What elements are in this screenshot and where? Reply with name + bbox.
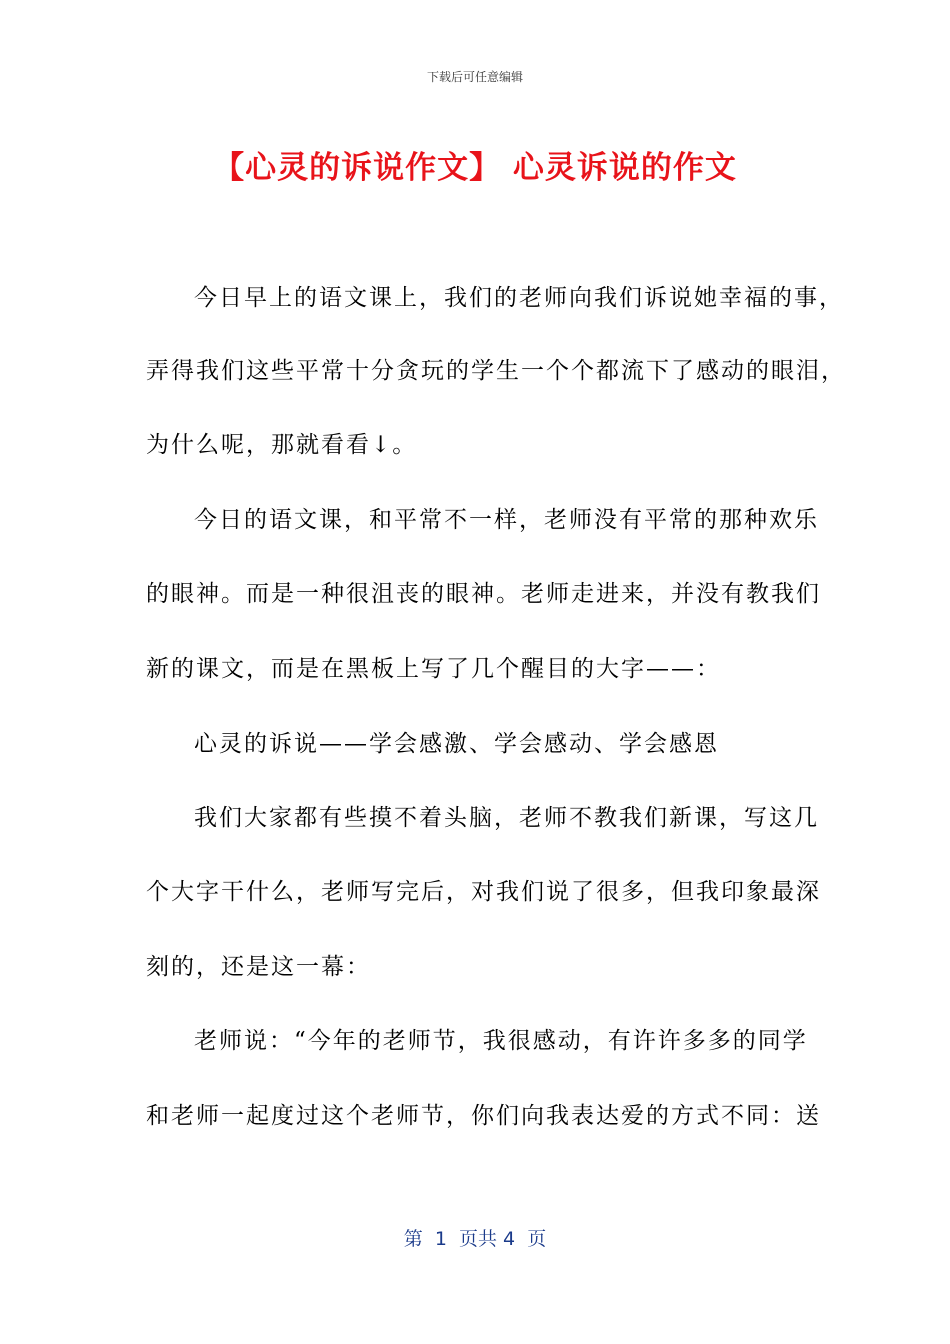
body-line: 弄得我们这些平常十分贪玩的学生一个个都流下了感动的眼泪， xyxy=(146,358,846,384)
body-line: 刻的，还是这一幕： xyxy=(146,954,371,980)
body-line: 新的课文，而是在黑板上写了几个醒目的大字——： xyxy=(146,656,721,682)
page-title: 【心灵的诉说作文】 心灵诉说的作文 xyxy=(213,150,737,186)
body-line: 今日早上的语文课上，我们的老师向我们诉说她幸福的事， xyxy=(194,285,844,311)
body-line: 个大字干什么，老师写完后，对我们说了很多，但我印象最深 xyxy=(146,879,821,905)
page-footer: 第 1 页共 4 页 xyxy=(403,1228,547,1250)
body-line: 为什么呢，那就看看↓。 xyxy=(146,432,418,458)
body-line: 今日的语文课，和平常不一样，老师没有平常的那种欢乐 xyxy=(194,507,819,533)
body-line: 和老师一起度过这个老师节，你们向我表达爱的方式不同：送 xyxy=(146,1103,821,1129)
body-line: 我们大家都有些摸不着头脑，老师不教我们新课，写这几 xyxy=(194,805,819,831)
body-line: 心灵的诉说——学会感激、学会感动、学会感恩 xyxy=(194,731,719,757)
body-line: 的眼神。而是一种很沮丧的眼神。老师走进来，并没有教我们 xyxy=(146,581,821,607)
body-line: 老师说：“今年的老师节，我很感动，有许许多多的同学 xyxy=(194,1028,808,1054)
header-note: 下载后可任意编辑 xyxy=(426,70,523,84)
